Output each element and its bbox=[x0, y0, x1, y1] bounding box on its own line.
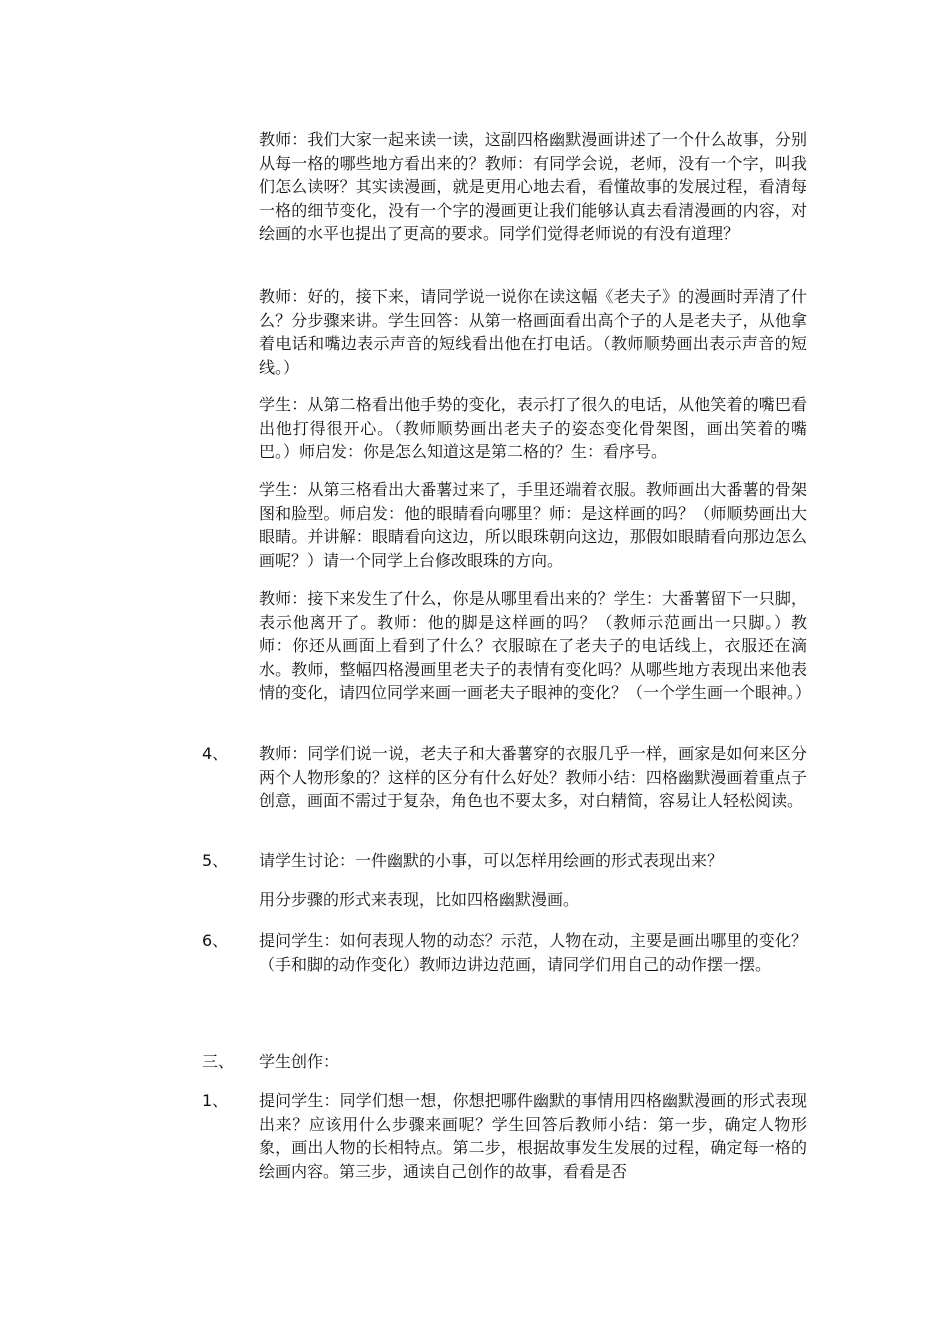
list-number-5: 5、 bbox=[202, 851, 229, 870]
paragraph-item-5: 请学生讨论：一件幽默的小事，可以怎样用绘画的形式表现出来？ bbox=[259, 851, 724, 870]
section-title-student-creation: 学生创作： bbox=[259, 1052, 340, 1071]
section-number-3: 三、 bbox=[202, 1052, 235, 1071]
list-number-4: 4、 bbox=[202, 744, 229, 763]
paragraph-laofuzi-comic-discussion: 教师：好的，接下来，请同学说一说你在读这幅《老夫子》的漫画时弄清了什么？分步骤来讲。学生回答：从第一格画面看出高个子的人是老夫子，从他拿着电话和嘴边表示声音的短线看出他在打电话。（教师顺势画出表示声音的短线。） bbox=[259, 287, 807, 377]
paragraph-teacher-read-together: 教师：我们大家一起来读一读，这副四格幽默漫画讲述了一个什么故事，分别从每一格的哪些地方看出来的？教师：有同学会说，老师，没有一个字，叫我们怎么读呀？其实读漫画，就是更用心地去看，看懂故事的发展过程，看清每一格的细节变化，没有一个字的漫画更让我们能够认真去看清漫画的内容，对绘画的水平也提出了更高的要求。同学们觉得老师说的有没有道理？ bbox=[259, 130, 807, 243]
paragraph-item-1: 提问学生：同学们想一想，你想把哪件幽默的事情用四格幽默漫画的形式表现出来？应该用什么步骤来画呢？学生回答后教师小结：第一步，确定人物形象，画出人物的长相特点。第二步，根据故事发生发展的过程，确定每一格的绘画内容。第三步，通读自己创作的故事，看看是否 bbox=[259, 1091, 807, 1181]
paragraph-item-4: 教师：同学们说一说，老夫子和大番薯穿的衣服几乎一样，画家是如何来区分两个人物形象的？这样的区分有什么好处？教师小结：四格幽默漫画着重点子创意，画面不需过于复杂，角色也不要太多，对白精简，容易让人轻松阅读。 bbox=[259, 744, 807, 810]
list-number-1: 1、 bbox=[202, 1091, 229, 1110]
paragraph-step-method: 用分步骤的形式来表现，比如四格幽默漫画。 bbox=[259, 890, 580, 909]
paragraph-third-panel: 学生：从第三格看出大番薯过来了，手里还端着衣服。教师画出大番薯的骨架图和脸型。师启发：他的眼睛看向哪里？师：是这样画的吗？（师顺势画出大眼睛。并讲解：眼睛看向这边，所以眼珠朝向这边，那假如眼睛看向那边怎么画呢？）请一个同学上台修改眼珠的方向。 bbox=[259, 480, 807, 570]
list-number-6: 6、 bbox=[202, 931, 229, 950]
paragraph-what-happened-next: 教师：接下来发生了什么，你是从哪里看出来的？学生：大番薯留下一只脚，表示他离开了。教师：他的脚是这样画的吗？（教师示范画出一只脚。）教师：你还从画面上看到了什么？衣服晾在了老夫子的电话线上，衣服还在滴水。教师，整幅四格漫画里老夫子的表情有变化吗？从哪些地方表现出来他表情的变化，请四位同学来画一画老夫子眼神的变化？（一个学生画一个眼神。） bbox=[259, 589, 812, 702]
paragraph-second-panel: 学生：从第二格看出他手势的变化，表示打了很久的电话，从他笑着的嘴巴看出他打得很开心。（教师顺势画出老夫子的姿态变化骨架图，画出笑着的嘴巴。）师启发：你是怎么知道这是第二格的？生：看序号。 bbox=[259, 395, 807, 461]
paragraph-item-6: 提问学生：如何表现人物的动态？示范，人物在动，主要是画出哪里的变化？（手和脚的动作变化）教师边讲边范画，请同学们用自己的动作摆一摆。 bbox=[259, 931, 807, 974]
